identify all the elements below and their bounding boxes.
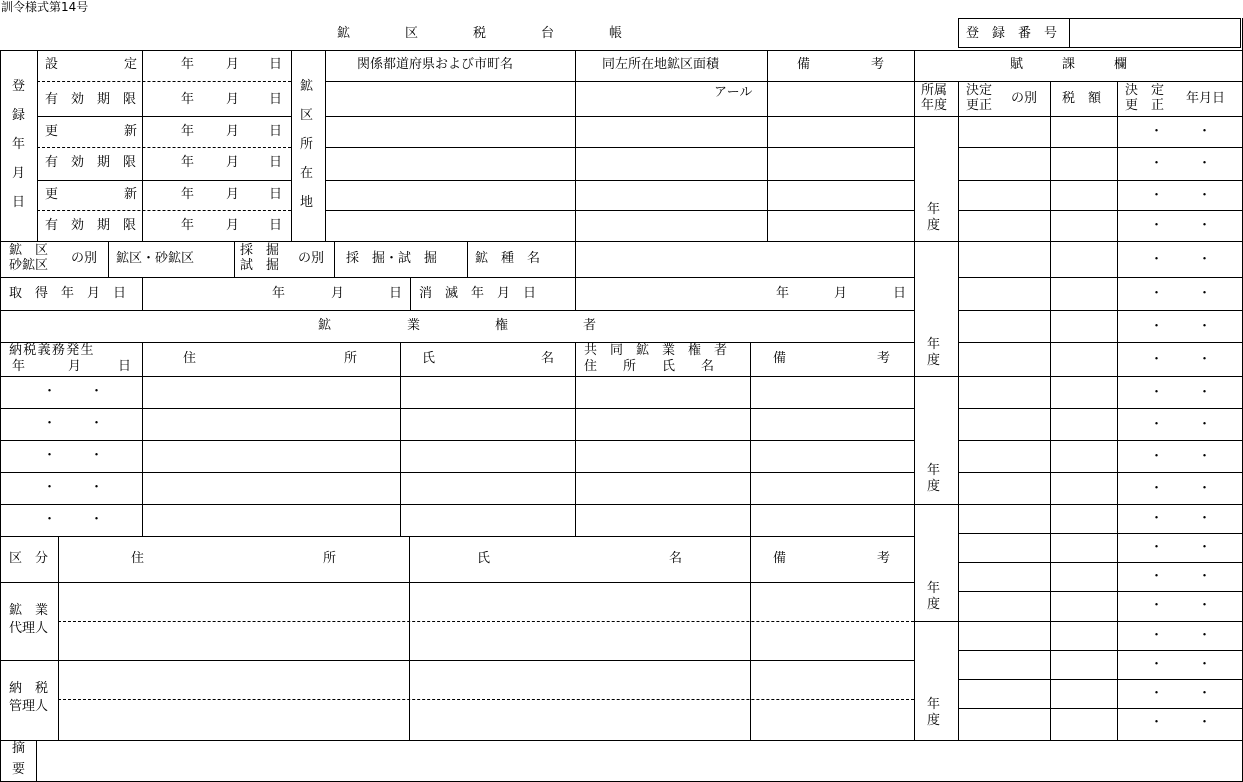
- vertical-label-char: 鉱: [300, 79, 314, 94]
- month-char: 月: [834, 286, 848, 301]
- col-header-note: 考: [877, 551, 891, 566]
- col-header-kettei: 更正: [966, 98, 993, 113]
- col-header-address: 住: [183, 351, 197, 366]
- col-header-name: 氏: [477, 551, 491, 566]
- nendo-label: 年: [927, 463, 941, 478]
- date-dot: ・: [1198, 319, 1212, 334]
- date-dot: ・: [1198, 628, 1212, 643]
- extinction-date-label: 消 滅 年 月 日: [419, 286, 537, 301]
- date-dot: ・: [1198, 540, 1212, 555]
- year-char: 年: [181, 92, 195, 107]
- col-header-kettei: の別: [1011, 91, 1038, 106]
- col-header-area: 同左所在地鉱区面積: [602, 57, 720, 72]
- section-heading-char: 権: [495, 318, 509, 333]
- remarks-label: 要: [12, 762, 26, 777]
- month-char: 月: [226, 92, 240, 107]
- form-number-label: 訓令様式第14号: [1, 0, 89, 14]
- date-dot: ・: [1150, 156, 1164, 171]
- col-header-note: 備: [773, 351, 787, 366]
- month-char: 月: [226, 218, 240, 233]
- col-header-date: 決 定: [1125, 83, 1165, 98]
- no-betsu-label: の別: [298, 251, 325, 266]
- vertical-label-char: 登: [12, 79, 26, 94]
- date-dot: ・: [1150, 449, 1164, 464]
- title-char: 鉱: [337, 26, 351, 41]
- col-header-address: 住: [131, 551, 145, 566]
- title-char: 帳: [609, 26, 623, 41]
- remarks-field[interactable]: [38, 742, 1240, 780]
- col-header-name: 氏: [422, 351, 436, 366]
- col-header-note: 備: [797, 57, 811, 72]
- renewal-label: 更: [45, 187, 59, 202]
- year-char: 年: [181, 57, 195, 72]
- date-dot: ・: [43, 480, 57, 495]
- title-char: 区: [405, 26, 419, 41]
- date-dot: ・: [1150, 569, 1164, 584]
- vertical-label-char: 所: [300, 137, 314, 152]
- vertical-label-char: 月: [12, 166, 26, 181]
- month-char: 月: [226, 187, 240, 202]
- col-header-year: 所属: [921, 83, 948, 98]
- date-dot: ・: [1198, 657, 1212, 672]
- col-header-tax-date: 年: [12, 359, 26, 374]
- nendo-label: 度: [927, 597, 941, 612]
- year-char: 年: [776, 286, 790, 301]
- col-header-address: 所: [323, 551, 337, 566]
- tax-section-heading: 賦 課 欄: [1010, 57, 1128, 72]
- vertical-label-char: 録: [12, 108, 26, 123]
- nendo-label: 年: [927, 202, 941, 217]
- year-char: 年: [272, 286, 286, 301]
- validity-label: 有 効 期 限: [45, 155, 137, 170]
- col-header-note: 考: [877, 351, 891, 366]
- col-header-name: 名: [669, 551, 683, 566]
- day-char: 日: [893, 286, 907, 301]
- date-dot: ・: [1150, 124, 1164, 139]
- no-betsu-label: の別: [71, 251, 98, 266]
- nendo-label: 年: [927, 697, 941, 712]
- date-dot: ・: [90, 480, 104, 495]
- renewal-label: 更: [45, 124, 59, 139]
- registration-number-label: 登 録 番 号: [966, 26, 1058, 41]
- col-header-tax-date: 納税義務発生: [9, 343, 95, 358]
- date-dot: ・: [1150, 286, 1164, 301]
- date-dot: ・: [1198, 598, 1212, 613]
- date-dot: ・: [1150, 657, 1164, 672]
- col-header-note: 考: [871, 57, 885, 72]
- vertical-label-char: 区: [300, 108, 314, 123]
- date-dot: ・: [1150, 352, 1164, 367]
- date-dot: ・: [1150, 417, 1164, 432]
- renewal-label: 新: [124, 124, 138, 139]
- mining-agent-label: 鉱 業: [9, 603, 49, 618]
- nendo-label: 度: [927, 479, 941, 494]
- col-header-prefecture: 関係都道府県および市町名: [357, 57, 514, 72]
- col-header-tax-date: 日: [118, 359, 132, 374]
- tax-manager-label: 納 税: [9, 681, 49, 696]
- col-header-kubun: 区 分: [9, 551, 49, 566]
- date-dot: ・: [90, 416, 104, 431]
- date-dot: ・: [43, 384, 57, 399]
- validity-label: 有 効 期 限: [45, 92, 137, 107]
- remarks-label: 摘: [12, 741, 26, 756]
- col-header-date: 年月日: [1186, 91, 1226, 106]
- date-dot: ・: [1198, 124, 1212, 139]
- setting-label: 定: [124, 57, 138, 72]
- setting-label: 設: [45, 57, 59, 72]
- nendo-label: 年: [927, 337, 941, 352]
- vertical-label-char: 在: [300, 166, 314, 181]
- col-header-tax-date: 月: [68, 359, 82, 374]
- date-dot: ・: [1198, 686, 1212, 701]
- col-header-date: 更 正: [1125, 98, 1165, 113]
- day-char: 日: [389, 286, 403, 301]
- col-header-co-holder: 共 同 鉱 業 権 者: [584, 343, 728, 358]
- mineral-type-field[interactable]: [577, 243, 912, 275]
- col-header-co-holder: 住 所 氏 名: [584, 359, 715, 374]
- date-dot: ・: [1150, 188, 1164, 203]
- date-dot: ・: [1198, 417, 1212, 432]
- month-char: 月: [226, 57, 240, 72]
- date-dot: ・: [1150, 628, 1164, 643]
- date-dot: ・: [90, 512, 104, 527]
- date-dot: ・: [1198, 218, 1212, 233]
- vertical-label-char: 日: [12, 195, 26, 210]
- validity-label: 有 効 期 限: [45, 218, 137, 233]
- registration-number-field[interactable]: [1071, 20, 1239, 46]
- date-dot: ・: [43, 416, 57, 431]
- tax-manager-label: 管理人: [9, 699, 49, 714]
- day-char: 日: [269, 124, 283, 139]
- title-char: 台: [541, 26, 555, 41]
- date-dot: ・: [1150, 598, 1164, 613]
- day-char: 日: [269, 218, 283, 233]
- acquisition-date-label: 取 得 年 月 日: [9, 286, 127, 301]
- date-dot: ・: [1198, 188, 1212, 203]
- col-header-year: 年度: [921, 98, 948, 113]
- date-dot: ・: [43, 448, 57, 463]
- kouku-label: 砂鉱区: [9, 258, 49, 273]
- date-dot: ・: [1198, 385, 1212, 400]
- saikutsu-label: 採 掘: [240, 243, 280, 258]
- date-dot: ・: [90, 384, 104, 399]
- date-dot: ・: [1198, 286, 1212, 301]
- date-dot: ・: [90, 448, 104, 463]
- date-dot: ・: [1150, 511, 1164, 526]
- month-char: 月: [331, 286, 345, 301]
- date-dot: ・: [1198, 481, 1212, 496]
- year-char: 年: [181, 124, 195, 139]
- col-header-note: 備: [773, 551, 787, 566]
- year-char: 年: [181, 218, 195, 233]
- date-dot: ・: [1198, 511, 1212, 526]
- date-dot: ・: [1198, 569, 1212, 584]
- date-dot: ・: [1150, 686, 1164, 701]
- day-char: 日: [269, 92, 283, 107]
- date-dot: ・: [1150, 218, 1164, 233]
- nendo-label: 度: [927, 218, 941, 233]
- month-char: 月: [226, 124, 240, 139]
- year-char: 年: [181, 187, 195, 202]
- date-dot: ・: [1150, 481, 1164, 496]
- title-char: 税: [473, 26, 487, 41]
- area-unit-label: アール: [714, 85, 753, 100]
- col-header-name: 名: [541, 351, 555, 366]
- date-dot: ・: [1150, 715, 1164, 730]
- year-char: 年: [181, 155, 195, 170]
- col-header-tax-amount: 税 額: [1062, 91, 1102, 106]
- col-header-kettei: 決定: [966, 83, 993, 98]
- mining-agent-label: 代理人: [9, 621, 49, 636]
- renewal-label: 新: [124, 187, 138, 202]
- col-header-address: 所: [344, 351, 358, 366]
- section-heading-char: 者: [583, 318, 597, 333]
- saikutsu-options[interactable]: 採 掘・試 掘: [346, 251, 438, 266]
- kouku-options[interactable]: 鉱区・砂鉱区: [116, 251, 195, 266]
- vertical-label-char: 年: [12, 137, 26, 152]
- day-char: 日: [269, 187, 283, 202]
- nendo-label: 年: [927, 581, 941, 596]
- nendo-label: 度: [927, 353, 941, 368]
- date-dot: ・: [1198, 715, 1212, 730]
- section-heading-char: 鉱: [318, 318, 332, 333]
- saikutsu-label: 試 掘: [240, 258, 280, 273]
- date-dot: ・: [43, 512, 57, 527]
- date-dot: ・: [1198, 156, 1212, 171]
- vertical-label-char: 地: [300, 195, 314, 210]
- date-dot: ・: [1198, 449, 1212, 464]
- date-dot: ・: [1198, 352, 1212, 367]
- mineral-type-label: 鉱 種 名: [475, 251, 541, 266]
- section-heading-char: 業: [407, 318, 421, 333]
- nendo-label: 度: [927, 713, 941, 728]
- kouku-label: 鉱 区: [9, 243, 49, 258]
- date-dot: ・: [1150, 319, 1164, 334]
- date-dot: ・: [1150, 385, 1164, 400]
- month-char: 月: [226, 155, 240, 170]
- day-char: 日: [269, 57, 283, 72]
- date-dot: ・: [1198, 252, 1212, 267]
- date-dot: ・: [1150, 540, 1164, 555]
- date-dot: ・: [1150, 252, 1164, 267]
- day-char: 日: [269, 155, 283, 170]
